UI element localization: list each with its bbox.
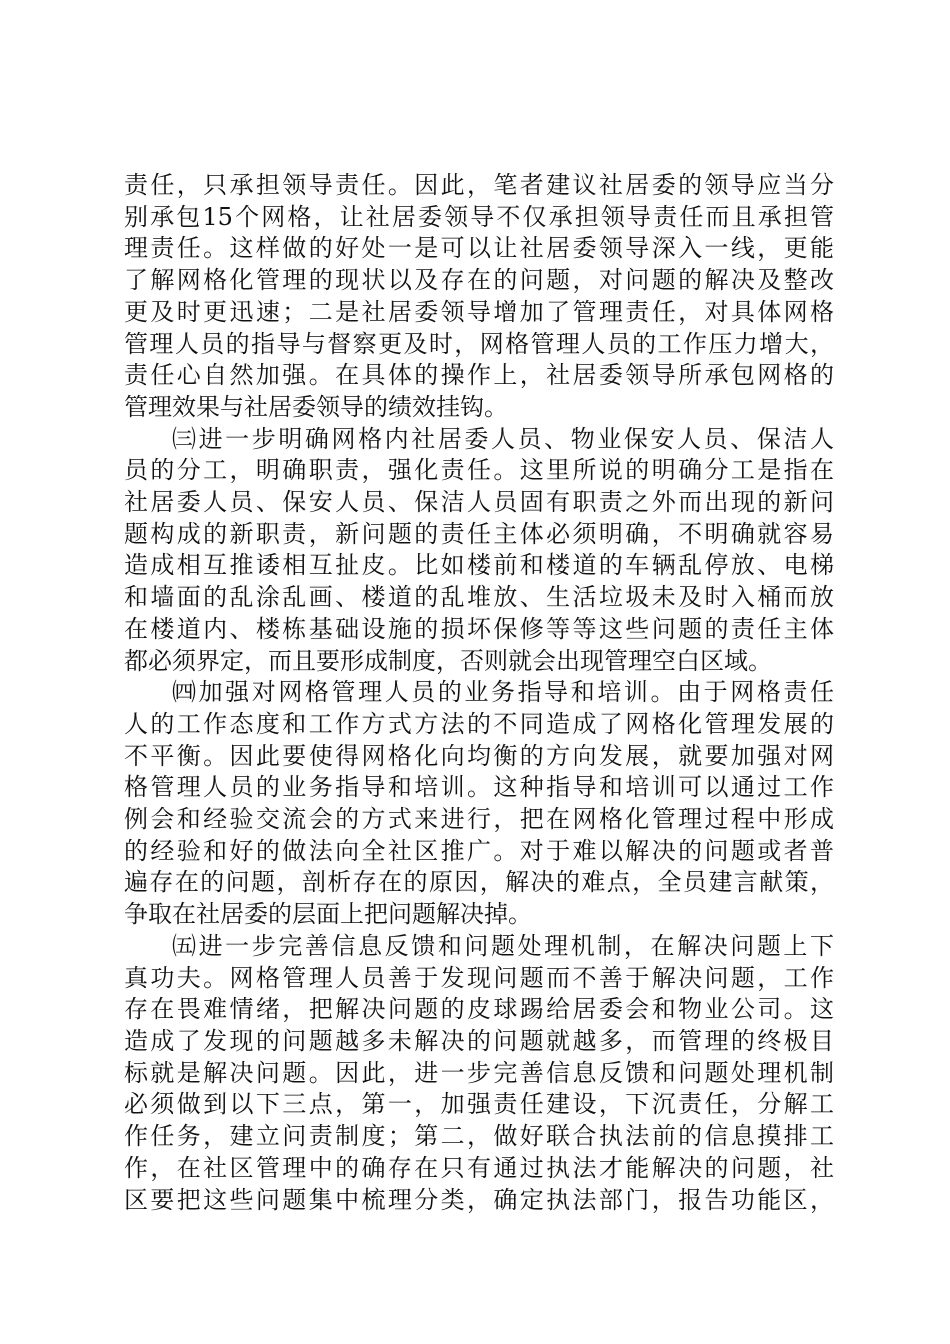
text-line: ㈣加强对网格管理人员的业务指导和培训。由于网格责任 [172, 678, 834, 707]
text-line: ㈤进一步完善信息反馈和问题处理机制，在解决问题上下 [172, 931, 834, 960]
text-line: 社居委人员、保安人员、保洁人员固有职责之外而出现的新问 [124, 488, 834, 517]
text-line: 遍存在的问题，剖析存在的原因，解决的难点，全员建言献策， [124, 868, 834, 897]
text-line: 的经验和好的做法向全社区推广。对于难以解决的问题或者普 [124, 836, 834, 865]
text-line: 管理人员的指导与督察更及时，网格管理人员的工作压力增大， [124, 329, 834, 358]
text-line: 标就是解决问题。因此，进一步完善信息反馈和问题处理机制 [124, 1058, 834, 1087]
text-line: 格管理人员的业务指导和培训。这种指导和培训可以通过工作 [124, 773, 834, 802]
text-line: 真功夫。网格管理人员善于发现问题而不善于解决问题，工作 [124, 963, 834, 992]
text-line: 造成相互推诿相互扯皮。比如楼前和楼道的车辆乱停放、电梯 [124, 551, 834, 580]
text-line: 了解网格化管理的现状以及存在的问题，对问题的解决及整改 [124, 266, 834, 295]
text-line: 人的工作态度和工作方式方法的不同造成了网格化管理发展的 [124, 709, 834, 738]
text-line: 别承包15个网格，让社居委领导不仅承担领导责任而且承担管 [124, 202, 834, 231]
text-line: 理责任。这样做的好处一是可以让社居委领导深入一线，更能 [124, 234, 834, 263]
text-line: 例会和经验交流会的方式来进行，把在网格化管理过程中形成 [124, 805, 834, 834]
text-line: 管理效果与社居委领导的绩效挂钩。 [124, 392, 508, 421]
text-line: 作，在社区管理中的确存在只有通过执法才能解决的问题，社 [124, 1153, 834, 1182]
text-line: 必须做到以下三点，第一，加强责任建设，下沉责任，分解工 [124, 1090, 834, 1119]
document-page [124, 170, 834, 1216]
text-line: 更及时更迅速；二是社居委领导增加了管理责任，对具体网格 [124, 297, 834, 326]
paragraph-4 [124, 677, 834, 931]
text-line: 不平衡。因此要使得网格化向均衡的方向发展，就要加强对网 [124, 741, 834, 770]
text-line: 区要把这些问题集中梳理分类，确定执法部门，报告功能区， [124, 1185, 834, 1214]
text-line: 作任务，建立问责制度；第二，做好联合执法前的信息摸排工 [124, 1122, 834, 1151]
text-line: 在楼道内、楼栋基础设施的损坏保修等等这些问题的责任主体 [124, 614, 834, 643]
text-line: ㈢进一步明确网格内社居委人员、物业保安人员、保洁人 [172, 424, 834, 453]
text-line: 责任，只承担领导责任。因此，笔者建议社居委的领导应当分 [124, 171, 834, 199]
text-line: 责任心自然加强。在具体的操作上，社居委领导所承包网格的 [124, 361, 834, 390]
text-line: 和墙面的乱涂乱画、楼道的乱堆放、生活垃圾未及时入桶而放 [124, 583, 834, 612]
text-line: 争取在社居委的层面上把问题解决掉。 [124, 900, 532, 929]
text-line: 都必须界定，而且要形成制度，否则就会出现管理空白区域。 [124, 646, 772, 675]
text-line: 题构成的新职责，新问题的责任主体必须明确，不明确就容易 [124, 519, 834, 548]
paragraph-1 [124, 170, 834, 424]
text-line: 存在畏难情绪，把解决问题的皮球踢给居委会和物业公司。这 [124, 995, 834, 1024]
paragraph-5 [124, 931, 834, 1216]
text-line: 员的分工，明确职责，强化责任。这里所说的明确分工是指在 [124, 456, 834, 485]
text-line: 造成了发现的问题越多未解决的问题就越多，而管理的终极目 [124, 1026, 834, 1055]
paragraph-3 [124, 424, 834, 678]
